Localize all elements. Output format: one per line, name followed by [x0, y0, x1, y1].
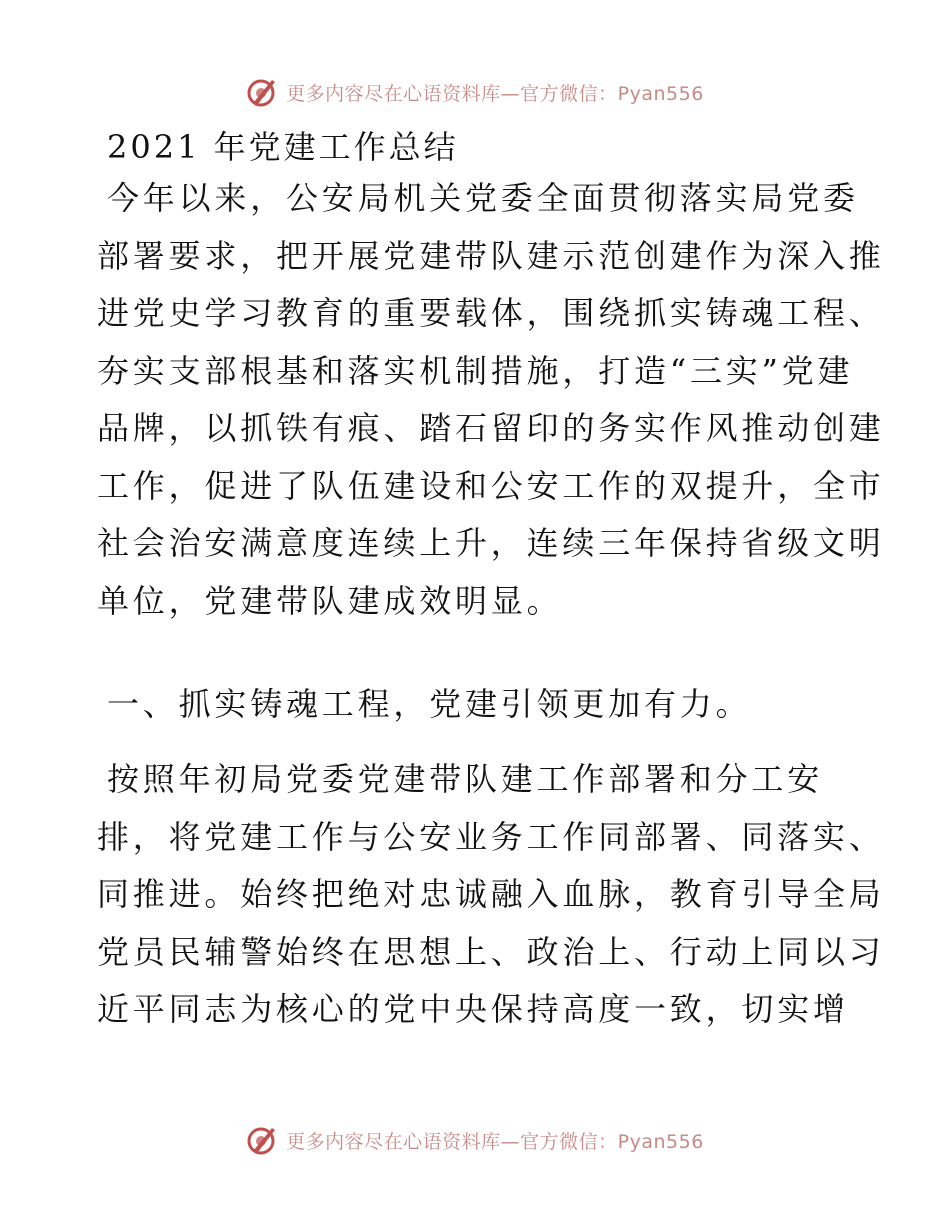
paragraph-section-one [97, 751, 885, 1039]
watermark-text: 更多内容尽在心语资料库—官方微信：Pyan556 [286, 1130, 704, 1153]
text-line: 党员民辅警始终在思想上、政治上、行动上同以习 [97, 932, 885, 971]
section-heading: 一、抓实铸魂工程，党建引领更加有力。 [107, 685, 752, 723]
text-line: 进党史学习教育的重要载体，围绕抓实铸魂工程、 [97, 294, 885, 332]
text-line: 排，将党建工作与公安业务工作同部署、同落实、 [97, 817, 885, 856]
text-line: 工作，促进了队伍建设和公安工作的双提升，全市 [97, 466, 885, 505]
text-line: 社会治安满意度连续上升，连续三年保持省级文明 [97, 524, 885, 562]
text-line: 按照年初局党委党建带队建工作部署和分工安 [107, 760, 824, 798]
brush-logo-icon [246, 1124, 278, 1156]
text-line: 夯实支部根基和落实机制措施，打造“三实”党建 [97, 351, 854, 390]
text-line: 近平同志为核心的党中央保持高度一致，切实增 [97, 990, 849, 1028]
watermark-text: 更多内容尽在心语资料库—官方微信：Pyan556 [286, 82, 704, 105]
text-line: 今年以来，公安局机关党委全面贯彻落实局党委 [107, 179, 859, 217]
text-line: 品牌，以抓铁有痕、踏石留印的务实作风推动创建 [97, 409, 885, 447]
text-line: 部署要求，把开展党建带队建示范创建作为深入推 [97, 236, 885, 275]
watermark-header [0, 72, 950, 112]
text-line: 同推进。始终把绝对忠诚融入血脉，教育引导全局 [97, 875, 885, 913]
text-line: 单位，党建带队建成效明显。 [97, 581, 563, 620]
paragraph-intro [97, 170, 885, 630]
document-title: 2021 年党建工作总结 [107, 128, 459, 166]
watermark-footer [0, 1120, 950, 1160]
brush-logo-icon [246, 76, 278, 108]
